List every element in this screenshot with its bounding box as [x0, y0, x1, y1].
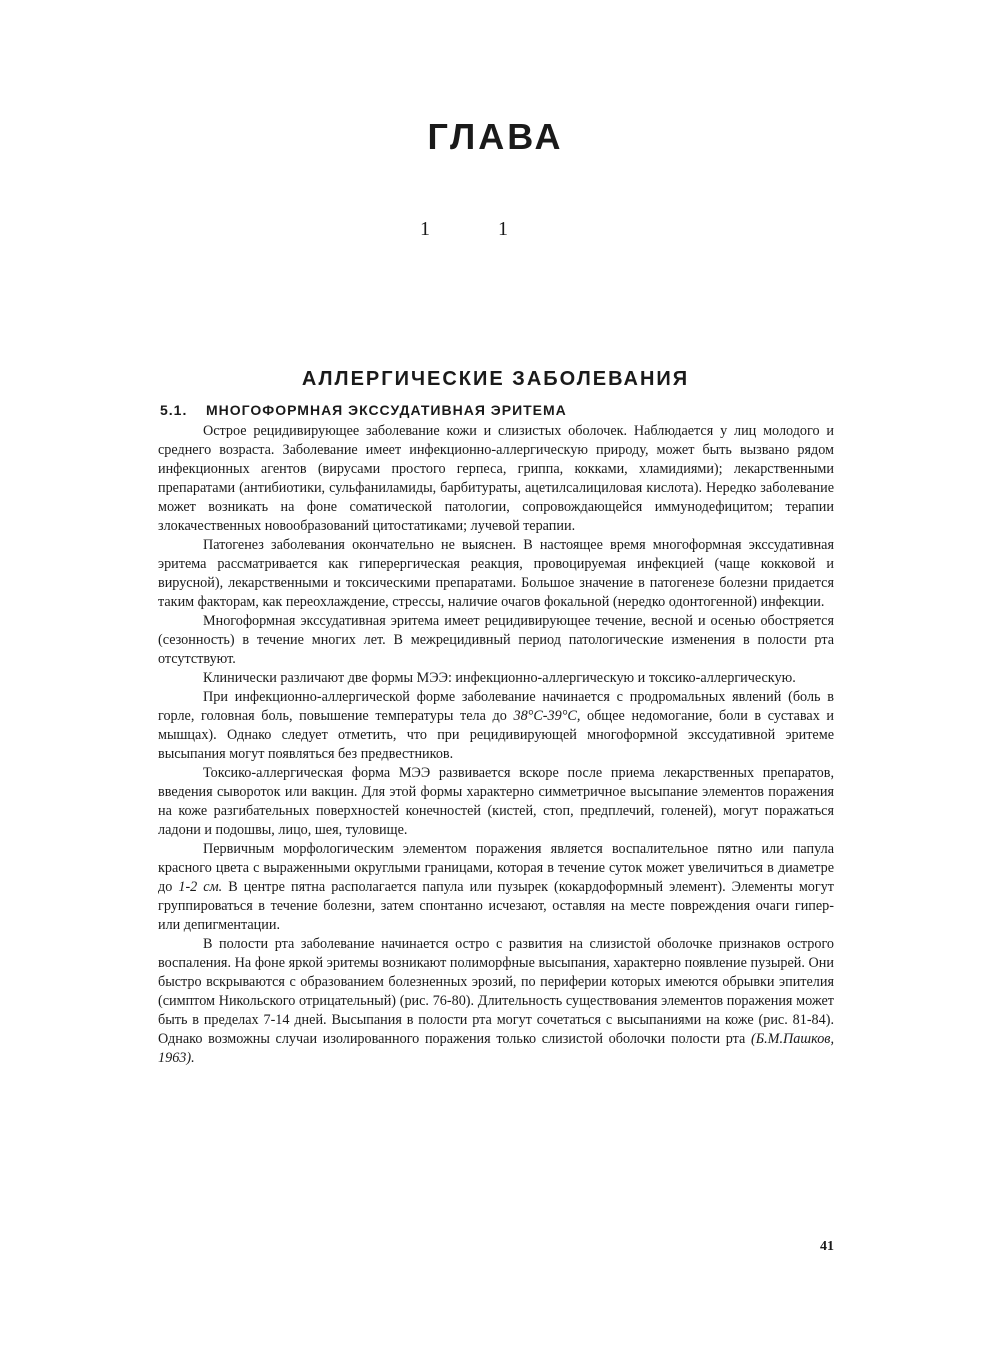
- paragraph: [158, 536, 834, 612]
- paragraph: [158, 422, 834, 536]
- paragraph-text: Первичным морфологическим элементом поражения является воспалительное пятно или папула красного цвета с выраженными округлыми границами, которая в течение суток может увеличиться в диаметре до: [158, 841, 834, 895]
- paragraph-text: Многоформная экссудативная эритема имеет рецидивирующее течение, весной и осенью обостряется (сезонность) в течение многих лет. В межрецидивный период патологические изменения в полости рта отсутствуют.: [158, 613, 834, 667]
- paragraph: [158, 840, 834, 935]
- paragraph: [158, 764, 834, 840]
- italic-text: 38°С-39°С,: [513, 708, 581, 724]
- paragraph: [158, 688, 834, 764]
- paragraph: [158, 669, 834, 688]
- paragraph-text: Токсико-аллергическая форма МЭЭ развивается вскоре после приема лекарственных препаратов, введения сывороток или вакцин. Для этой формы характерно симметричное высыпание элементов поражения на коже разгибательных поверхностей конечностей (кистей, стоп, предплечий, голеней), могут поражаться ладони и подошвы, лицо, шея, туловище.: [158, 765, 834, 838]
- paragraph-text: Острое рецидивирующее заболевание кожи и слизистых оболочек. Наблюдается у лиц молодого и среднего возраста. Заболевание имеет инфекционно-аллергическую природу, может быть вызвано рядом инфекционных агентов (вирусами простого герпеса, гриппа, кокками, хламидиями); лекарственными препаратами (антибиотики, сульфаниламиды, барбитураты, ацетилсалициловая кислота). Нередко заболевание может возникать на фоне соматической патологии, сопровождающейся иммунодефицитом; терапии злокачественных новообразований цитостатиками; лучевой терапии.: [158, 423, 834, 534]
- paragraph: [158, 935, 834, 1068]
- italic-text: 1-2 см.: [178, 879, 223, 895]
- section-heading: [160, 402, 567, 418]
- paragraph-text: При инфекционно-аллергической форме заболевание начинается с продромальных явлений (боль в горле, головная боль, повышение температуры тела до: [158, 689, 834, 724]
- paragraph-text: Клинически различают две формы МЭЭ: инфекционно-аллергическую и токсико-аллергическую.: [203, 670, 796, 686]
- chapter-label: ГЛАВА: [427, 116, 564, 157]
- body-text: [158, 422, 834, 1068]
- chapter-title: АЛЛЕРГИЧЕСКИЕ ЗАБОЛЕВАНИЯ: [301, 368, 690, 390]
- paragraph: [158, 612, 834, 669]
- page-number: 41: [820, 1239, 834, 1254]
- paragraph-text: Патогенез заболевания окончательно не выяснен. В настоящее время многоформная экссудативная эритема рассматривается как гиперергическая реакция, провоцируемая инфекцией (чаще кокковой и вирусной), лекарственными и токсическими препаратами. Большое значение в патогенезе болезни придается таким факторам, как переохлаждение, стрессы, наличие очагов фокальной (нередко одонтогенной) инфекции.: [158, 537, 834, 610]
- section-title: МНОГОФОРМНАЯ ЭКССУДАТИВНАЯ ЭРИТЕМА: [206, 402, 567, 418]
- section-number: 5.1.: [160, 402, 188, 418]
- italic-text: (Б.М.Пашков, 1963).: [158, 1031, 834, 1066]
- chapter-number-part: 1: [498, 218, 508, 240]
- chapter-number-part: 1: [420, 218, 430, 240]
- paragraph-text: общее недомогание, боли в суставах и мышцах). Однако следует отметить, что при рецидивирующей многоформной экссудативной эритеме высыпания могут появляться без предвестников.: [158, 708, 834, 762]
- paragraph-text: В центре пятна располагается папула или пузырек (кокардоформный элемент). Элементы могут группироваться в течение болезни, затем спонтанно исчезают, оставляя на месте повреждения очаги гипер- или депигментации.: [158, 879, 835, 933]
- paragraph-text: В полости рта заболевание начинается остро с развития на слизистой оболочке признаков острого воспаления. На фоне яркой эритемы возникают полиморфные высыпания, характерно появление пузырей. Они быстро вскрываются с образованием болезненных эрозий, по периферии которых имеются обрывки эпителия (симптом Никольского отрицательный) (рис. 76-80). Длительность существования элементов поражения может быть в пределах 7-14 дней. Высыпания в полости рта могут сочетаться с высыпаниями на коже (рис. 81-84). Однако возможны случаи изолированного поражения только слизистой оболочки полости рта: [158, 936, 834, 1047]
